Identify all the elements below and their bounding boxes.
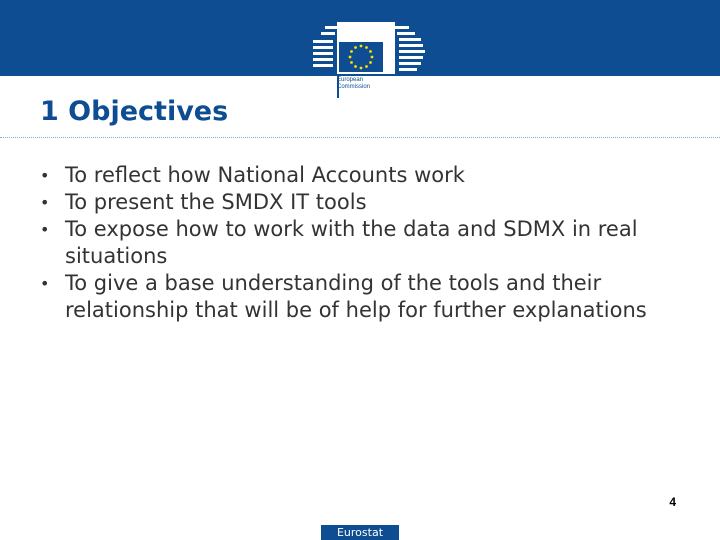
bullet-dot-icon: • (40, 193, 50, 212)
bullet-item (38, 216, 688, 270)
bullet-text: To reflect how National Accounts work (65, 163, 465, 187)
logo-caption-line2: Commission (337, 84, 371, 90)
page-number: 4 (669, 495, 676, 509)
bullet-dot-icon: • (40, 166, 50, 185)
title-divider (0, 137, 720, 138)
bullet-dot-icon: • (40, 274, 50, 293)
bullet-list (38, 162, 688, 324)
footer-label: Eurostat (321, 525, 399, 540)
bullet-item (38, 189, 688, 216)
slide-title: 1 Objectives (40, 96, 229, 127)
bullet-text: To give a base understanding of the tools and their relationship that will be of help for further explanations (65, 271, 647, 322)
bullet-item (38, 162, 688, 189)
bullet-text: To expose how to work with the data and SDMX in real situations (65, 217, 638, 268)
bullet-dot-icon: • (40, 220, 50, 239)
logo-caption-line1: European (337, 77, 364, 83)
bullet-item (38, 270, 688, 324)
bullet-text: To present the SMDX IT tools (65, 190, 367, 214)
logo-caption (337, 77, 397, 91)
